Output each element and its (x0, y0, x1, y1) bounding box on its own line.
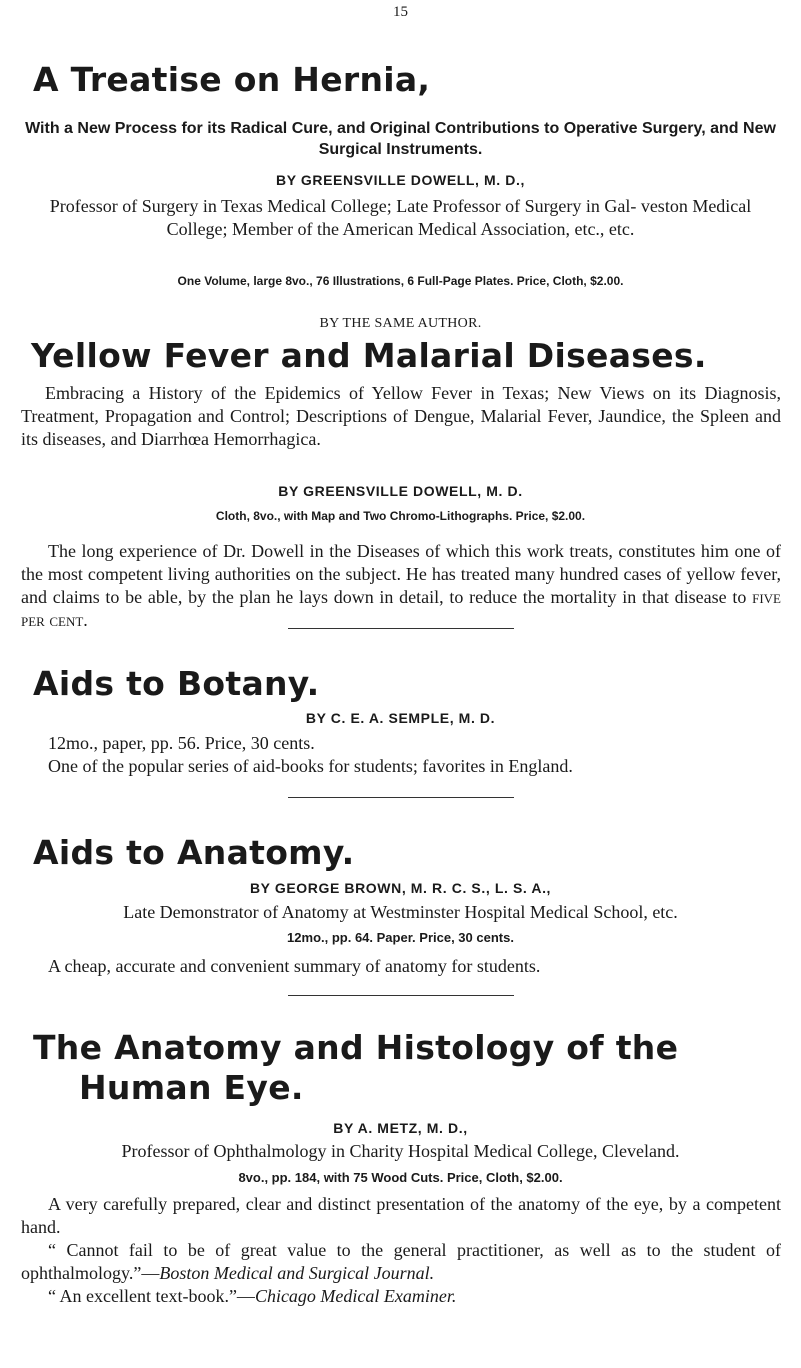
divider (288, 995, 514, 996)
page-number: 15 (393, 4, 408, 20)
author-description-hernia: Professor of Surgery in Texas Medical College; Late Professor of Surgery in Gal- veston Medical College; Member of the American Medical Association, etc., etc. (49, 196, 752, 239)
book-title-anatomy: Aids to Anatomy. (33, 833, 355, 872)
blurb-botany: One of the popular series of aid-books for students; favorites in England. (48, 756, 573, 776)
quote-source-chicago: Chicago Medical Examiner. (254, 1286, 457, 1306)
book-title-eye-line1: The Anatomy and Histology of the (33, 1028, 679, 1067)
book-author-eye: BY A. METZ, M. D., (333, 1120, 468, 1136)
price-line-anatomy: 12mo., pp. 64. Paper. Price, 30 cents. (287, 930, 514, 945)
quote-boston: “ Cannot fail to be of great value to the general practitioner, as well as to the student of ophthalmology.”—Boston Medical and Surgical Journal. (21, 1240, 781, 1283)
blurb-eye: A very carefully prepared, clear and distinct presentation of the anatomy of the eye, by a competent hand. (21, 1194, 781, 1237)
price-line-eye: 8vo., pp. 184, with 75 Wood Cuts. Price, Cloth, $2.00. (238, 1170, 563, 1185)
book-description-yellow-fever: Embracing a History of the Epidemics of Yellow Fever in Texas; New Views on its Diagnosis, Treatment, Propagation and Control; Descriptions of Dengue, Malarial Fever, Jaundice, the Spleen and its diseases, and Diarrhœa Hemorrhagica. (21, 383, 781, 449)
by-same-author: BY THE SAME AUTHOR. (319, 316, 482, 331)
five-per-cent: five per cent. (21, 587, 781, 630)
book-title-yellow-fever: Yellow Fever and Malarial Diseases. (31, 336, 707, 375)
price-line-yellow-fever: Cloth, 8vo., with Map and Two Chromo-Lithographs. Price, $2.00. (215, 509, 586, 523)
author-description-anatomy: Late Demonstrator of Anatomy at Westminster Hospital Medical School, etc. (123, 902, 678, 922)
blurb-yellow-fever: The long experience of Dr. Dowell in the Diseases of which this work treats, constitutes him one of the most competent living authorities on the subject. He has treated many hundred cases of yellow fever, and claims to be able, by the plan he lays down in detail, to reduce the mortality in that disease to five per cent. (21, 541, 781, 630)
book-title-hernia: A Treatise on Hernia, (33, 60, 431, 99)
book-title-botany: Aids to Botany. (33, 664, 320, 703)
divider (288, 797, 514, 798)
book-author-hernia: BY GREENSVILLE DOWELL, M. D., (276, 172, 525, 188)
book-author-anatomy: BY GEORGE BROWN, M. R. C. S., L. S. A., (249, 880, 552, 896)
book-author-yellow-fever: BY GREENSVILLE DOWELL, M. D. (278, 483, 523, 499)
blurb-anatomy: A cheap, accurate and convenient summary of anatomy for students. (48, 956, 541, 976)
divider (288, 628, 514, 629)
quote-chicago: “ An excellent text-book.”—Chicago Medical Examiner. (48, 1286, 457, 1306)
book-title-eye-line2: Human Eye. (79, 1068, 304, 1107)
price-line-hernia: One Volume, large 8vo., 76 Illustrations, 6 Full-Page Plates. Price, Cloth, $2.00. (177, 274, 624, 288)
book-author-botany: BY C. E. A. SEMPLE, M. D. (305, 710, 496, 726)
author-description-eye: Professor of Ophthalmology in Charity Hospital Medical College, Cleveland. (121, 1141, 680, 1161)
quote-source-boston: Boston Medical and Surgical Journal. (159, 1263, 435, 1283)
price-line-botany: 12mo., paper, pp. 56. Price, 30 cents. (48, 733, 315, 753)
book-subtitle-hernia: With a New Process for its Radical Cure, and Original Contributions to Operative Surgery, and New Surgical Instruments. (25, 120, 776, 158)
